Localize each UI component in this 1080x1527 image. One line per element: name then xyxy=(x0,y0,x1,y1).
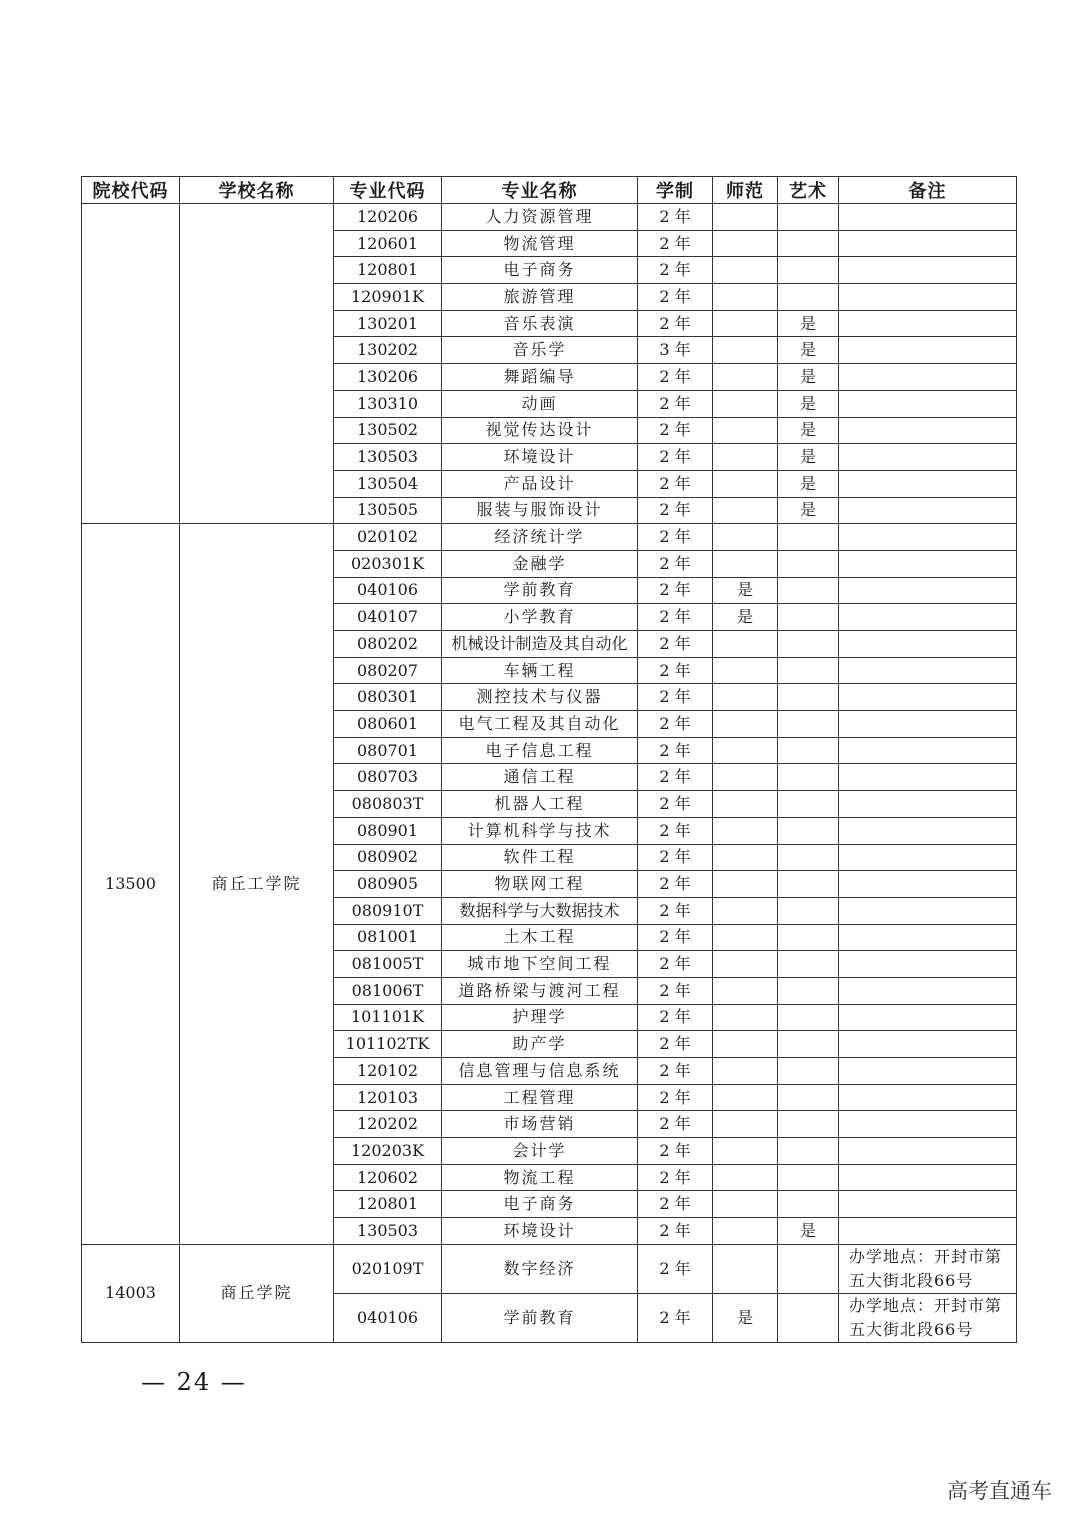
major-name-cell: 数字经济 xyxy=(442,1244,638,1293)
note-cell xyxy=(839,684,1017,711)
major-name-cell: 土木工程 xyxy=(442,924,638,951)
art-flag-cell: 是 xyxy=(778,364,839,391)
major-code-cell: 080301 xyxy=(334,684,442,711)
major-code-cell: 040107 xyxy=(334,604,442,631)
normal-flag-cell xyxy=(713,844,778,871)
normal-flag-cell xyxy=(713,337,778,364)
duration-cell: 2 年 xyxy=(638,1004,713,1031)
note-cell xyxy=(839,791,1017,818)
note-cell xyxy=(839,1191,1017,1218)
major-name-cell: 服装与服饰设计 xyxy=(442,497,638,524)
duration-cell: 3 年 xyxy=(638,337,713,364)
major-code-cell: 040106 xyxy=(334,1293,442,1342)
major-name-cell: 护理学 xyxy=(442,1004,638,1031)
normal-flag-cell xyxy=(713,497,778,524)
note-cell xyxy=(839,924,1017,951)
major-name-cell: 学前教育 xyxy=(442,1293,638,1342)
art-flag-cell xyxy=(778,657,839,684)
major-code-cell: 130505 xyxy=(334,497,442,524)
duration-cell: 2 年 xyxy=(638,844,713,871)
note-cell xyxy=(839,1111,1017,1138)
major-name-cell: 城市地下空间工程 xyxy=(442,951,638,978)
normal-flag-cell xyxy=(713,230,778,257)
header-major-name: 专业名称 xyxy=(442,177,638,204)
duration-cell: 2 年 xyxy=(638,1111,713,1138)
major-code-cell: 130202 xyxy=(334,337,442,364)
major-code-cell: 120801 xyxy=(334,257,442,284)
normal-flag-cell xyxy=(713,764,778,791)
duration-cell: 2 年 xyxy=(638,310,713,337)
art-flag-cell xyxy=(778,737,839,764)
art-flag-cell xyxy=(778,1191,839,1218)
header-normal: 师范 xyxy=(713,177,778,204)
major-code-cell: 080207 xyxy=(334,657,442,684)
major-code-cell: 020301K xyxy=(334,550,442,577)
major-name-cell: 机械设计制造及其自动化 xyxy=(442,631,638,658)
major-code-cell: 130504 xyxy=(334,470,442,497)
major-name-cell: 机器人工程 xyxy=(442,791,638,818)
page-number: — 24 — xyxy=(141,1368,247,1396)
major-code-cell: 101101K xyxy=(334,1004,442,1031)
duration-cell: 2 年 xyxy=(638,470,713,497)
normal-flag-cell xyxy=(713,1244,778,1293)
major-code-cell: 020109T xyxy=(334,1244,442,1293)
duration-cell: 2 年 xyxy=(638,1244,713,1293)
header-art: 艺术 xyxy=(778,177,839,204)
art-flag-cell xyxy=(778,1111,839,1138)
major-code-cell: 130206 xyxy=(334,364,442,391)
normal-flag-cell xyxy=(713,1191,778,1218)
major-code-cell: 130502 xyxy=(334,417,442,444)
major-name-cell: 计算机科学与技术 xyxy=(442,817,638,844)
normal-flag-cell: 是 xyxy=(713,577,778,604)
note-cell xyxy=(839,550,1017,577)
major-code-cell: 040106 xyxy=(334,577,442,604)
duration-cell: 2 年 xyxy=(638,657,713,684)
major-code-cell: 080803T xyxy=(334,791,442,818)
major-code-cell: 120801 xyxy=(334,1191,442,1218)
major-code-cell: 081001 xyxy=(334,924,442,951)
major-name-cell: 环境设计 xyxy=(442,444,638,471)
duration-cell: 2 年 xyxy=(638,791,713,818)
normal-flag-cell xyxy=(713,1164,778,1191)
normal-flag-cell xyxy=(713,684,778,711)
normal-flag-cell xyxy=(713,364,778,391)
art-flag-cell: 是 xyxy=(778,310,839,337)
art-flag-cell: 是 xyxy=(778,417,839,444)
normal-flag-cell xyxy=(713,631,778,658)
note-cell xyxy=(839,390,1017,417)
major-name-cell: 电子商务 xyxy=(442,257,638,284)
normal-flag-cell xyxy=(713,284,778,311)
note-cell xyxy=(839,417,1017,444)
duration-cell: 2 年 xyxy=(638,764,713,791)
duration-cell: 2 年 xyxy=(638,1218,713,1245)
watermark: 高考直通车 xyxy=(947,1479,1052,1503)
normal-flag-cell xyxy=(713,1031,778,1058)
art-flag-cell xyxy=(778,1058,839,1085)
art-flag-cell: 是 xyxy=(778,497,839,524)
note-cell xyxy=(839,1058,1017,1085)
note-cell: 办学地点：开封市第五大街北段66号 xyxy=(839,1244,1017,1293)
note-cell xyxy=(839,1084,1017,1111)
major-code-cell: 120206 xyxy=(334,204,442,231)
art-flag-cell xyxy=(778,711,839,738)
duration-cell: 2 年 xyxy=(638,1058,713,1085)
major-code-cell: 130503 xyxy=(334,444,442,471)
duration-cell: 2 年 xyxy=(638,1031,713,1058)
major-name-cell: 音乐表演 xyxy=(442,310,638,337)
art-flag-cell xyxy=(778,1084,839,1111)
art-flag-cell xyxy=(778,871,839,898)
major-code-cell: 120901K xyxy=(334,284,442,311)
header-duration: 学制 xyxy=(638,177,713,204)
duration-cell: 2 年 xyxy=(638,577,713,604)
note-cell xyxy=(839,230,1017,257)
major-name-cell: 产品设计 xyxy=(442,470,638,497)
duration-cell: 2 年 xyxy=(638,204,713,231)
major-name-cell: 物联网工程 xyxy=(442,871,638,898)
art-flag-cell xyxy=(778,1244,839,1293)
art-flag-cell xyxy=(778,844,839,871)
major-name-cell: 电气工程及其自动化 xyxy=(442,711,638,738)
major-code-cell: 080202 xyxy=(334,631,442,658)
table-row xyxy=(82,204,1017,231)
duration-cell: 2 年 xyxy=(638,550,713,577)
normal-flag-cell xyxy=(713,977,778,1004)
major-name-cell: 电子信息工程 xyxy=(442,737,638,764)
major-name-cell: 数据科学与大数据技术 xyxy=(442,897,638,924)
major-code-cell: 080905 xyxy=(334,871,442,898)
header-row xyxy=(82,177,1017,204)
note-cell xyxy=(839,204,1017,231)
art-flag-cell xyxy=(778,1293,839,1342)
major-code-cell: 120601 xyxy=(334,230,442,257)
header-major-code: 专业代码 xyxy=(334,177,442,204)
art-flag-cell xyxy=(778,604,839,631)
school-name-cell xyxy=(180,204,334,524)
normal-flag-cell xyxy=(713,897,778,924)
note-cell xyxy=(839,844,1017,871)
duration-cell: 2 年 xyxy=(638,1084,713,1111)
major-name-cell: 旅游管理 xyxy=(442,284,638,311)
normal-flag-cell xyxy=(713,711,778,738)
note-cell xyxy=(839,1004,1017,1031)
note-cell xyxy=(839,497,1017,524)
major-code-cell: 101102TK xyxy=(334,1031,442,1058)
note-cell xyxy=(839,604,1017,631)
art-flag-cell xyxy=(778,951,839,978)
note-cell xyxy=(839,871,1017,898)
duration-cell: 2 年 xyxy=(638,497,713,524)
duration-cell: 2 年 xyxy=(638,1138,713,1165)
duration-cell: 2 年 xyxy=(638,924,713,951)
note-cell xyxy=(839,657,1017,684)
duration-cell: 2 年 xyxy=(638,364,713,391)
major-name-cell: 学前教育 xyxy=(442,577,638,604)
duration-cell: 2 年 xyxy=(638,897,713,924)
normal-flag-cell xyxy=(713,1218,778,1245)
art-flag-cell xyxy=(778,230,839,257)
school-code-cell xyxy=(82,204,180,524)
major-code-cell: 020102 xyxy=(334,524,442,551)
duration-cell: 2 年 xyxy=(638,444,713,471)
normal-flag-cell xyxy=(713,791,778,818)
normal-flag-cell xyxy=(713,1138,778,1165)
art-flag-cell: 是 xyxy=(778,444,839,471)
duration-cell: 2 年 xyxy=(638,1293,713,1342)
art-flag-cell xyxy=(778,1164,839,1191)
art-flag-cell xyxy=(778,977,839,1004)
major-code-cell: 120102 xyxy=(334,1058,442,1085)
major-code-cell: 081005T xyxy=(334,951,442,978)
normal-flag-cell xyxy=(713,1004,778,1031)
major-code-cell: 080902 xyxy=(334,844,442,871)
normal-flag-cell xyxy=(713,1058,778,1085)
major-name-cell: 车辆工程 xyxy=(442,657,638,684)
major-code-cell: 120103 xyxy=(334,1084,442,1111)
major-name-cell: 音乐学 xyxy=(442,337,638,364)
note-cell xyxy=(839,257,1017,284)
normal-flag-cell: 是 xyxy=(713,1293,778,1342)
normal-flag-cell xyxy=(713,550,778,577)
note-cell xyxy=(839,764,1017,791)
major-name-cell: 环境设计 xyxy=(442,1218,638,1245)
art-flag-cell: 是 xyxy=(778,390,839,417)
normal-flag-cell xyxy=(713,951,778,978)
major-name-cell: 信息管理与信息系统 xyxy=(442,1058,638,1085)
normal-flag-cell xyxy=(713,1084,778,1111)
major-name-cell: 软件工程 xyxy=(442,844,638,871)
art-flag-cell xyxy=(778,204,839,231)
school-name-cell: 商丘学院 xyxy=(180,1244,334,1342)
normal-flag-cell xyxy=(713,390,778,417)
major-code-cell: 080601 xyxy=(334,711,442,738)
major-name-cell: 物流工程 xyxy=(442,1164,638,1191)
major-code-cell: 080703 xyxy=(334,764,442,791)
major-name-cell: 会计学 xyxy=(442,1138,638,1165)
normal-flag-cell xyxy=(713,257,778,284)
normal-flag-cell xyxy=(713,417,778,444)
art-flag-cell xyxy=(778,897,839,924)
duration-cell: 2 年 xyxy=(638,604,713,631)
duration-cell: 2 年 xyxy=(638,631,713,658)
major-name-cell: 视觉传达设计 xyxy=(442,417,638,444)
art-flag-cell xyxy=(778,550,839,577)
normal-flag-cell xyxy=(713,524,778,551)
table-row xyxy=(82,1244,1017,1293)
note-cell xyxy=(839,737,1017,764)
major-code-cell: 081006T xyxy=(334,977,442,1004)
major-code-cell: 120203K xyxy=(334,1138,442,1165)
art-flag-cell: 是 xyxy=(778,1218,839,1245)
note-cell xyxy=(839,524,1017,551)
duration-cell: 2 年 xyxy=(638,284,713,311)
art-flag-cell: 是 xyxy=(778,337,839,364)
note-cell xyxy=(839,364,1017,391)
duration-cell: 2 年 xyxy=(638,417,713,444)
major-name-cell: 助产学 xyxy=(442,1031,638,1058)
duration-cell: 2 年 xyxy=(638,1164,713,1191)
major-code-cell: 080901 xyxy=(334,817,442,844)
note-cell xyxy=(839,470,1017,497)
major-name-cell: 通信工程 xyxy=(442,764,638,791)
normal-flag-cell xyxy=(713,657,778,684)
table-body xyxy=(82,204,1017,1343)
major-name-cell: 工程管理 xyxy=(442,1084,638,1111)
header-school-name: 学校名称 xyxy=(180,177,334,204)
art-flag-cell xyxy=(778,284,839,311)
note-cell: 办学地点：开封市第五大街北段66号 xyxy=(839,1293,1017,1342)
major-name-cell: 舞蹈编导 xyxy=(442,364,638,391)
art-flag-cell xyxy=(778,764,839,791)
duration-cell: 2 年 xyxy=(638,390,713,417)
note-cell xyxy=(839,897,1017,924)
duration-cell: 2 年 xyxy=(638,711,713,738)
normal-flag-cell xyxy=(713,444,778,471)
normal-flag-cell xyxy=(713,204,778,231)
art-flag-cell xyxy=(778,1031,839,1058)
duration-cell: 2 年 xyxy=(638,230,713,257)
majors-table xyxy=(81,176,1017,1343)
note-cell xyxy=(839,1164,1017,1191)
normal-flag-cell xyxy=(713,924,778,951)
normal-flag-cell xyxy=(713,817,778,844)
art-flag-cell xyxy=(778,817,839,844)
note-cell xyxy=(839,1031,1017,1058)
school-code-cell: 13500 xyxy=(82,524,180,1245)
major-code-cell: 080910T xyxy=(334,897,442,924)
duration-cell: 2 年 xyxy=(638,871,713,898)
major-name-cell: 物流管理 xyxy=(442,230,638,257)
major-code-cell: 120202 xyxy=(334,1111,442,1138)
note-cell xyxy=(839,977,1017,1004)
duration-cell: 2 年 xyxy=(638,1191,713,1218)
major-name-cell: 经济统计学 xyxy=(442,524,638,551)
major-name-cell: 动画 xyxy=(442,390,638,417)
school-name-cell: 商丘工学院 xyxy=(180,524,334,1245)
table-row xyxy=(82,524,1017,551)
major-name-cell: 道路桥梁与渡河工程 xyxy=(442,977,638,1004)
note-cell xyxy=(839,444,1017,471)
major-code-cell: 130201 xyxy=(334,310,442,337)
normal-flag-cell xyxy=(713,470,778,497)
duration-cell: 2 年 xyxy=(638,951,713,978)
art-flag-cell xyxy=(778,631,839,658)
major-name-cell: 市场营销 xyxy=(442,1111,638,1138)
major-code-cell: 080701 xyxy=(334,737,442,764)
art-flag-cell xyxy=(778,1138,839,1165)
major-name-cell: 测控技术与仪器 xyxy=(442,684,638,711)
header-school-code: 院校代码 xyxy=(82,177,180,204)
art-flag-cell xyxy=(778,791,839,818)
art-flag-cell xyxy=(778,684,839,711)
art-flag-cell xyxy=(778,577,839,604)
major-code-cell: 130503 xyxy=(334,1218,442,1245)
major-name-cell: 人力资源管理 xyxy=(442,204,638,231)
note-cell xyxy=(839,951,1017,978)
note-cell xyxy=(839,711,1017,738)
note-cell xyxy=(839,817,1017,844)
normal-flag-cell: 是 xyxy=(713,604,778,631)
note-cell xyxy=(839,310,1017,337)
header-note: 备注 xyxy=(839,177,1017,204)
note-cell xyxy=(839,1218,1017,1245)
normal-flag-cell xyxy=(713,1111,778,1138)
art-flag-cell xyxy=(778,1004,839,1031)
major-code-cell: 130310 xyxy=(334,390,442,417)
art-flag-cell xyxy=(778,924,839,951)
school-code-cell: 14003 xyxy=(82,1244,180,1342)
normal-flag-cell xyxy=(713,737,778,764)
major-name-cell: 小学教育 xyxy=(442,604,638,631)
note-cell xyxy=(839,284,1017,311)
art-flag-cell xyxy=(778,257,839,284)
duration-cell: 2 年 xyxy=(638,817,713,844)
note-cell xyxy=(839,577,1017,604)
duration-cell: 2 年 xyxy=(638,977,713,1004)
art-flag-cell xyxy=(778,524,839,551)
duration-cell: 2 年 xyxy=(638,684,713,711)
major-name-cell: 电子商务 xyxy=(442,1191,638,1218)
major-code-cell: 120602 xyxy=(334,1164,442,1191)
note-cell xyxy=(839,337,1017,364)
note-cell xyxy=(839,1138,1017,1165)
duration-cell: 2 年 xyxy=(638,737,713,764)
normal-flag-cell xyxy=(713,871,778,898)
normal-flag-cell xyxy=(713,310,778,337)
art-flag-cell: 是 xyxy=(778,470,839,497)
note-cell xyxy=(839,631,1017,658)
major-name-cell: 金融学 xyxy=(442,550,638,577)
duration-cell: 2 年 xyxy=(638,524,713,551)
duration-cell: 2 年 xyxy=(638,257,713,284)
